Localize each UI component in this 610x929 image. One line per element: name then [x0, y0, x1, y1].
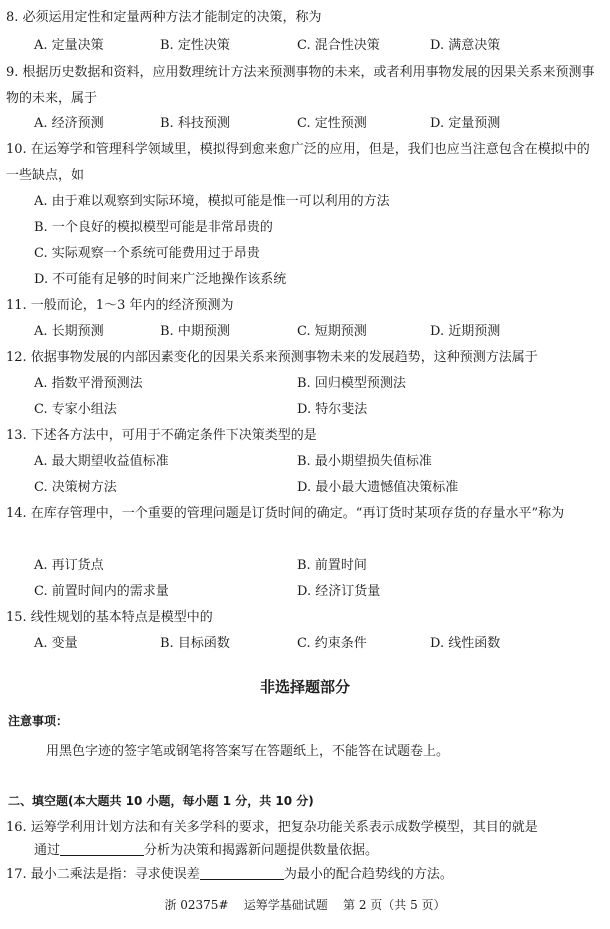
- question-17-suffix: 为最小的配合趋势线的方法。: [283, 867, 453, 882]
- section-title: 非选择题部分: [259, 678, 350, 696]
- question-11-option-c: C. 短期预测: [297, 324, 367, 339]
- question-9-option-b: B. 科技预测: [160, 116, 230, 131]
- question-16-line-2: [34, 838, 610, 864]
- question-13-stem: 13. 下述各方法中，可用于不确定条件下决策类型的是: [6, 428, 317, 443]
- question-10-option-d: D. 不可能有足够的时间来广泛地操作该系统: [34, 272, 287, 287]
- question-13-option-a: A. 最大期望收益值标准: [34, 454, 169, 469]
- question-9-option-c: C. 定性预测: [297, 116, 367, 131]
- question-15-option-d: D. 线性函数: [430, 636, 501, 651]
- question-15-option-b: B. 目标函数: [160, 636, 230, 651]
- answer-blank: [200, 865, 284, 880]
- question-12-option-c: C. 专家小组法: [34, 402, 117, 417]
- question-8-option-b: B. 定性决策: [160, 38, 230, 53]
- question-10-option-c: C. 实际观察一个系统可能费用过于昂贵: [34, 246, 260, 261]
- question-11-option-d: D. 近期预测: [430, 324, 501, 339]
- part-2-heading: 二、填空题(本大题共 10 小题，每小题 1 分，共 10 分): [8, 794, 314, 808]
- question-15-option-a: A. 变量: [34, 636, 78, 651]
- page-footer: 浙 02375# 运筹学基础试题 第 2 页（共 5 页）: [164, 898, 446, 912]
- question-15-stem: 15. 线性规划的基本特点是模型中的: [6, 610, 213, 625]
- question-14-option-b: B. 前置时间: [297, 558, 367, 573]
- question-14-stem: 14. 在库存管理中，一个重要的管理问题是订货时间的确定。“再订货时某项存货的存量水平”称为: [6, 506, 565, 521]
- question-13-option-b: B. 最小期望损失值标准: [297, 454, 432, 469]
- notice-body: 用黑色字迹的签字笔或钢笔将答案写在答题纸上，不能答在试题卷上。: [46, 744, 450, 759]
- question-14-option-c: C. 前置时间内的需求量: [34, 584, 169, 599]
- question-13-option-c: C. 决策树方法: [34, 480, 117, 495]
- notice-heading: 注意事项：: [8, 714, 69, 728]
- question-14-option-a: A. 再订货点: [34, 558, 104, 573]
- question-10-option-a: A. 由于难以观察到实际环境，模拟可能是惟一可以利用的方法: [34, 194, 390, 209]
- question-12-option-a: A. 指数平滑预测法: [34, 376, 143, 391]
- question-10-stem: 10. 在运筹学和管理科学领域里，模拟得到愈来愈广泛的应用，但是，我们也应当注意包含在模拟中的一些缺点，如: [6, 142, 590, 183]
- question-9-option-a: A. 经济预测: [34, 116, 104, 131]
- question-17-prefix: 17. 最小二乘法是指：寻求使误差: [6, 867, 200, 882]
- question-8-option-a: A. 定量决策: [34, 38, 104, 53]
- question-8-option-d: D. 满意决策: [430, 38, 501, 53]
- question-8-stem: 8. 必须运用定性和定量两种方法才能制定的决策，称为: [6, 10, 322, 25]
- question-16-line-1: 16. 运筹学利用计划方法和有关多学科的要求，把复杂功能关系表示成数学模型，其目的就是: [6, 820, 538, 835]
- question-9-option-d: D. 定量预测: [430, 116, 501, 131]
- question-11-option-b: B. 中期预测: [160, 324, 230, 339]
- question-17: [6, 862, 602, 888]
- question-12-option-d: D. 特尔斐法: [297, 402, 368, 417]
- question-13-option-d: D. 最小最大遗憾值决策标准: [297, 480, 459, 495]
- question-8-option-c: C. 混合性决策: [297, 38, 380, 53]
- question-11-option-a: A. 长期预测: [34, 324, 104, 339]
- question-16-suffix: 分析为决策和揭露新问题提供数量依据。: [144, 843, 379, 858]
- question-12-option-b: B. 回归模型预测法: [297, 376, 406, 391]
- question-16-prefix: 通过: [34, 843, 61, 858]
- question-10-option-b: B. 一个良好的模拟模型可能是非常昂贵的: [34, 220, 273, 235]
- question-11-stem: 11. 一般而论，1～3 年内的经济预测为: [6, 298, 234, 313]
- question-9-stem: 9. 根据历史数据和资料，应用数理统计方法来预测事物的未来，或者利用事物发展的因果关系来预测事物的未来，属于: [6, 65, 595, 106]
- question-12-stem: 12. 依据事物发展的内部因素变化的因果关系来预测事物未来的发展趋势，这种预测方法属于: [6, 350, 538, 365]
- question-15-option-c: C. 约束条件: [297, 636, 367, 651]
- question-14-option-d: D. 经济订货量: [297, 584, 381, 599]
- answer-blank: [60, 841, 144, 856]
